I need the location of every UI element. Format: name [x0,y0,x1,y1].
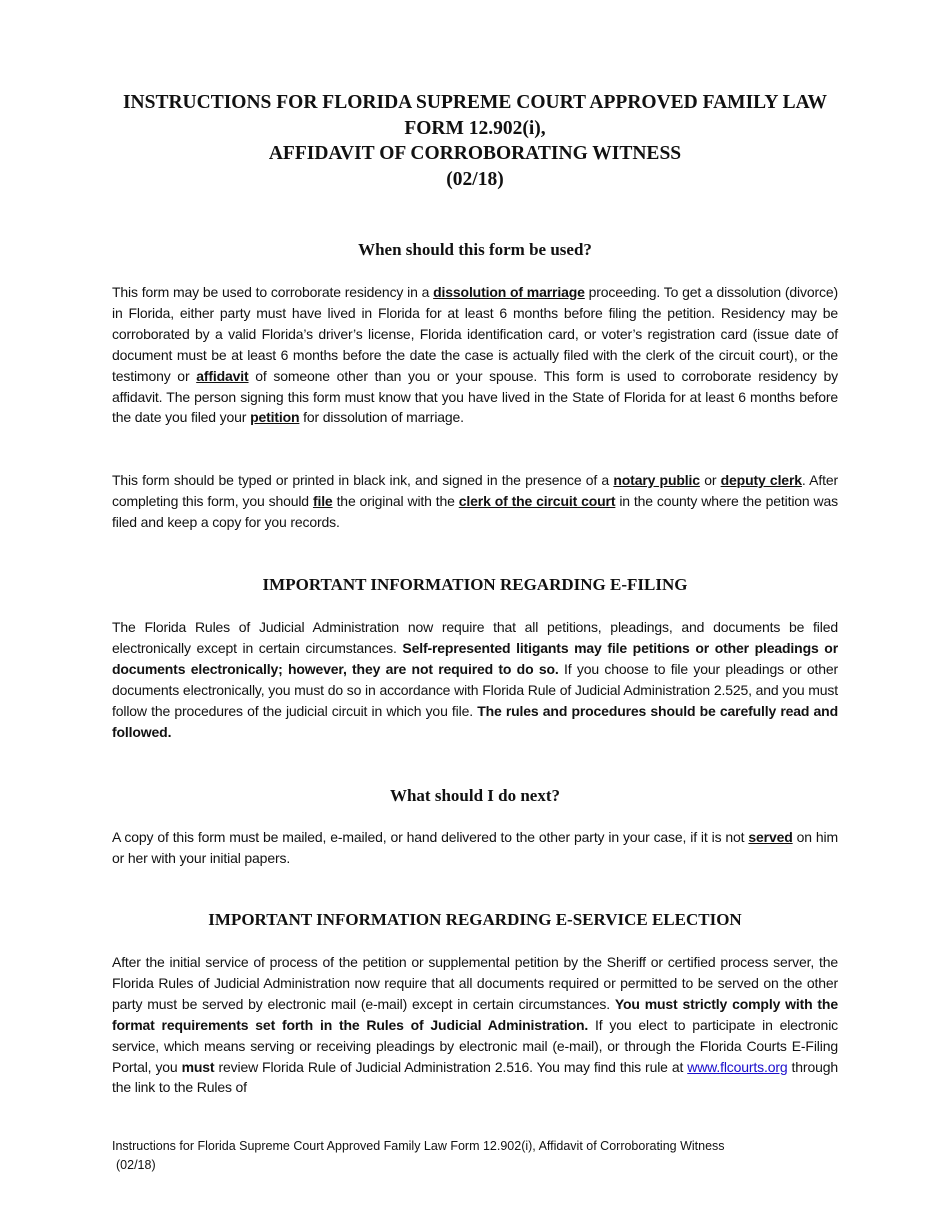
section-heading: When should this form be used? [358,240,592,259]
glossary-term: petition [250,409,300,426]
text-run: If you elect to participate in electronic service, which means serving or receiving pleadings by electronic mail (e-mail), or through the Florida Courts E-Filing Portal, you [112,1016,839,1075]
text-run: or [699,472,721,488]
text-run: review Florida Rule of Judicial Administration 2.516. You may find this rule at [214,1058,688,1075]
title-line: INSTRUCTIONS FOR FLORIDA SUPREME COURT APPROVED FAMILY LAW [122,92,828,113]
section-heading: What should I do next? [389,786,561,805]
text-run: proceeding. To get a dissolution (divorce) in Florida, either party must have lived in Florida for at least 6 months before filing the petition. Residency may be corroborated by a valid Florida’s driver’s license, Florida identification card, or voter’s registration card (issue date of document must be at least 6 months before the date the case is actually filed with the clerk of the circuit court), or the testimony or [112,284,838,384]
glossary-term: deputy clerk [720,472,802,488]
paragraph [112,827,838,869]
paragraph [112,952,838,1098]
glossary-term: dissolution of marriage [433,284,585,300]
glossary-term: clerk of the circuit court [458,492,616,509]
text-run: After the initial service of process of the petition or supplemental petition by the Sheriff or certified process server, the Florida Rules of Judicial Administration now require that all documents required or permitted to be served on the other party must be served by electronic mail (e-mail) except in certain circumstances. [112,954,838,1012]
page-footer [112,1137,725,1175]
text-run: If you choose to file your pleadings or other documents electronically, you must do so in accordance with Florida Rule of Judicial Administration 2.525, and you must follow the procedures of the judicial circuit in which you file. [112,660,838,719]
footer-line: Instructions for Florida Supreme Court Approved Family Law Form 12.902(i), Affidavit of Corroborating Witness [112,1139,725,1153]
paragraph [112,282,838,428]
title-line: FORM 12.902(i), [404,117,546,139]
text-run: . After completing this form, you should [112,472,838,509]
glossary-term: served [748,829,793,845]
section-heading: IMPORTANT INFORMATION REGARDING E-FILING [262,575,688,594]
text-run: for dissolution of marriage. [299,409,464,426]
glossary-term: notary public [613,472,700,488]
glossary-term: affidavit [196,367,249,384]
text-run: in the county where the petition was filed and keep a copy for you records. [112,492,838,530]
text-run: The Florida Rules of Judicial Administration now require that all petitions, pleadings, and documents be filed electronically except in certain circumstances. [112,619,838,656]
title-line: (02/18) [446,169,504,191]
paragraph [112,470,838,533]
emphasis-text: You must strictly comply with the format requirements set forth in the Rules of Judicial Administration. [112,995,838,1033]
link-flcourts[interactable]: www.flcourts.org [687,1058,788,1075]
paragraph [112,617,838,742]
emphasis-text: must [181,1058,215,1075]
text-run: This form may be used to corroborate residency in a [112,284,434,300]
emphasis-text: The rules and procedures should be carefully read and followed. [112,702,838,740]
text-run: the original with the [332,492,459,509]
document-title [60,90,890,193]
text-run: This form should be typed or printed in black ink, and signed in the presence of a [112,472,614,488]
text-run: through the link to the Rules of [112,1058,838,1096]
glossary-term: file [312,492,333,509]
text-run: on him or her with your initial papers. [112,829,838,866]
title-line: AFFIDAVIT OF CORROBORATING WITNESS [268,143,682,165]
emphasis-text: Self-represented litigants may file petitions or other pleadings or documents electronically; however, they are not required to do so. [112,639,838,677]
section-heading: IMPORTANT INFORMATION REGARDING E-SERVICE ELECTION [208,910,742,929]
text-run: A copy of this form must be mailed, e-mailed, or hand delivered to the other party in your case, if it is not [112,829,749,845]
footer-line: (02/18) [116,1158,156,1172]
text-run: of someone other than you or your spouse. This form is used to corroborate residency by affidavit. The person signing this form must know that you have lived in the State of Florida for at least 6 months before the date you filed your [112,367,838,426]
